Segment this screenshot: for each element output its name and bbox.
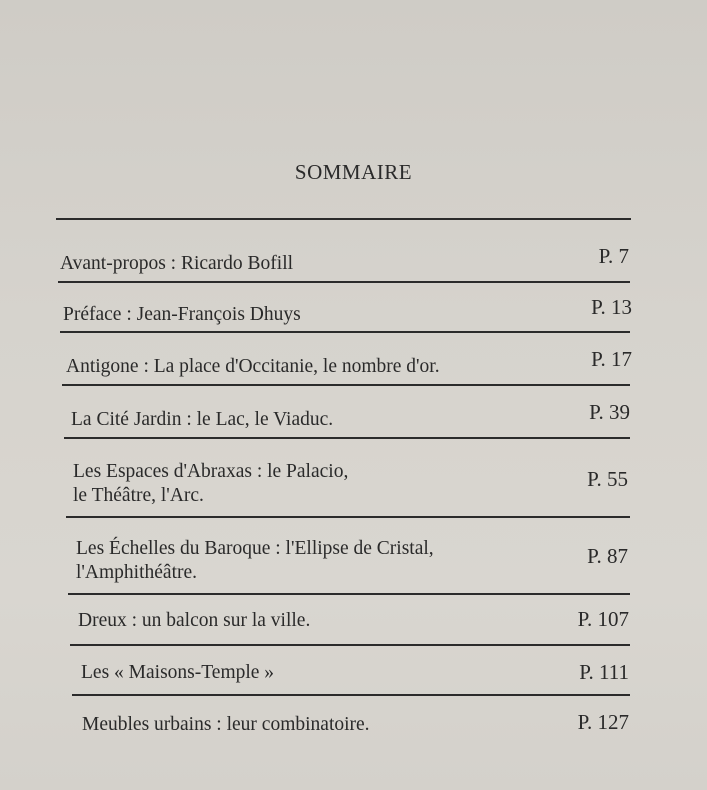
- toc-entry-page: P. 87: [587, 544, 628, 568]
- toc-entry-title: Dreux : un balcon sur la ville.: [78, 610, 311, 631]
- divider: [60, 331, 630, 333]
- toc-entry-page: P. 55: [587, 467, 628, 491]
- divider: [70, 644, 630, 646]
- toc-entry-page: P. 39: [589, 400, 630, 424]
- toc-entry-title: Avant-propos : Ricardo Bofill: [60, 253, 294, 274]
- divider: [72, 694, 630, 696]
- divider: [58, 281, 630, 283]
- toc-entry-page: P. 111: [579, 660, 629, 684]
- divider: [66, 516, 630, 518]
- toc-entry-page: P. 107: [577, 607, 629, 631]
- toc-entry-title: [73, 460, 348, 508]
- toc-entry-title: Préface : Jean-François Dhuys: [63, 304, 301, 325]
- toc-entry-title: [76, 537, 434, 585]
- toc-entry-page: P. 7: [598, 244, 629, 268]
- divider: [62, 384, 630, 386]
- toc-entry-title-line: le Théâtre, l'Arc.: [73, 485, 204, 506]
- toc-entry-title: La Cité Jardin : le Lac, le Viaduc.: [71, 409, 334, 430]
- page-title: SOMMAIRE: [294, 160, 413, 184]
- divider: [64, 437, 630, 439]
- toc-entry-title: Antigone : La place d'Occitanie, le nombre d'or.: [66, 356, 440, 377]
- toc-entry-title-line: Les Échelles du Baroque : l'Ellipse de Cristal,: [76, 538, 434, 559]
- toc-entry-title: Les « Maisons-Temple »: [81, 662, 275, 683]
- toc-entry-title-line: Les Espaces d'Abraxas : le Palacio,: [73, 461, 349, 482]
- toc-entry-title-line: l'Amphithéâtre.: [76, 562, 198, 583]
- toc-entry-title: Meubles urbains : leur combinatoire.: [82, 714, 370, 735]
- toc-entry-page: P. 13: [591, 295, 632, 319]
- divider: [68, 593, 630, 595]
- toc-entry-page: P. 17: [591, 347, 632, 371]
- divider-top: [56, 218, 631, 220]
- toc-entry-page: P. 127: [577, 710, 629, 734]
